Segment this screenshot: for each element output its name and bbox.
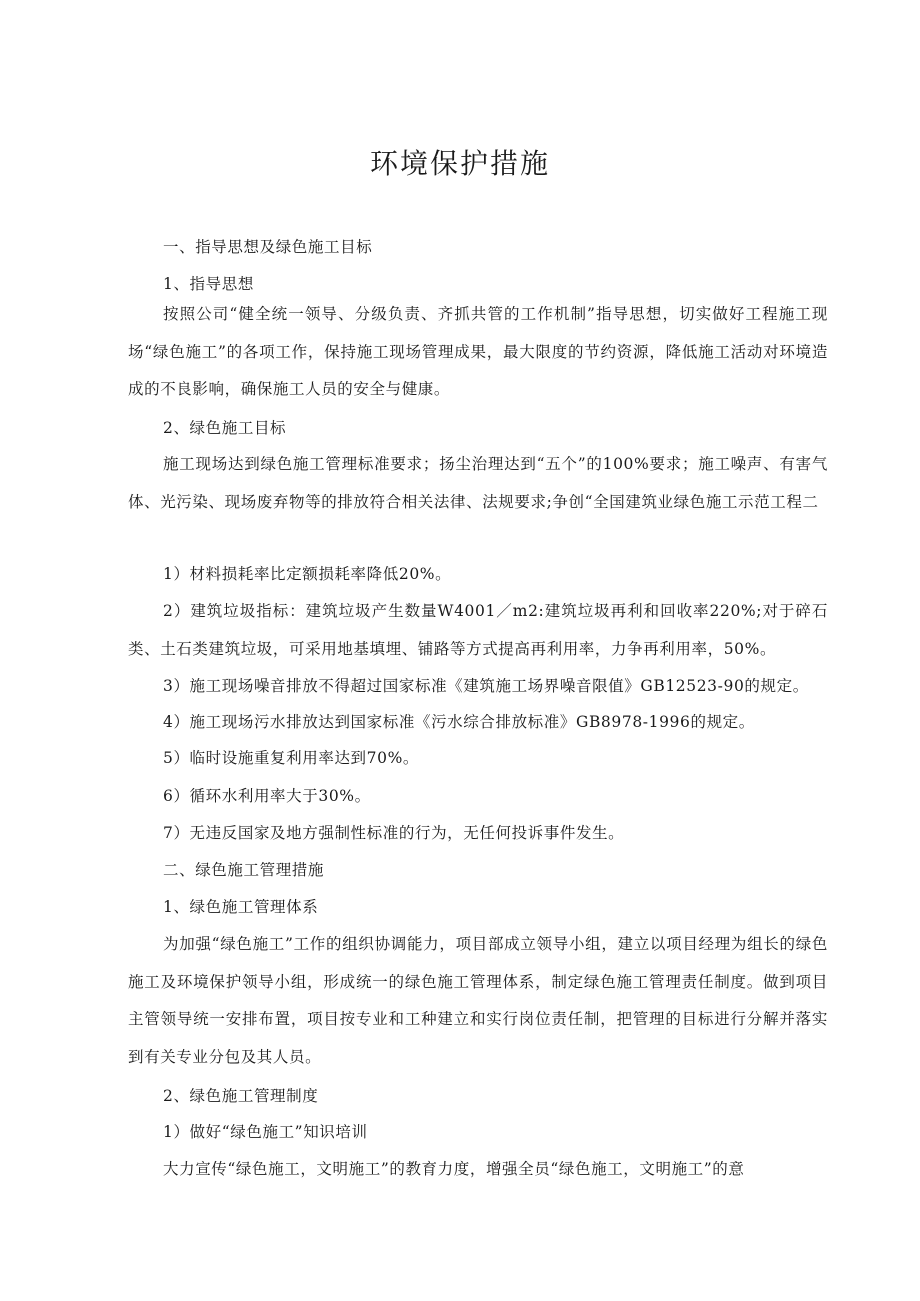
section-heading-1: 一、指导思想及绿色施工目标: [163, 238, 373, 256]
paragraph-training: 大力宣传“绿色施工，文明施工”的教育力度，增强全员“绿色施工，文明施工”的意: [163, 1160, 745, 1178]
subsection-heading-2-2-1: 1）做好“绿色施工”知识培训: [163, 1123, 368, 1141]
document-title: 环境保护措施: [369, 147, 550, 180]
list-item-5: 5）临时设施重复利用率达到70%。: [163, 749, 420, 767]
paragraph-management-system: 为加强“绿色施工”工作的组织协调能力，项目部成立领导小组，建立以项目经理为组长的绿色施工及环境保护领导小组，形成统一的绿色施工管理体系，制定绿色施工管理责任制度。做到项目主管领导统一安排布置，项目按专业和工种建立和实行岗位责任制，把管理的目标进行分解并落实到有关专业分包及其人员。: [128, 935, 828, 1066]
subsection-heading-2-1: 1、绿色施工管理体系: [163, 898, 319, 916]
subsection-heading-1-2: 2、绿色施工目标: [163, 419, 287, 437]
list-item-4: 4）施工现场污水排放达到国家标准《污水综合排放标准》GB8978-1996的规定。: [163, 713, 755, 731]
paragraph-green-target: 施工现场达到绿色施工管理标准要求；扬尘治理达到“五个”的100%要求；施工噪声、有害气体、光污染、现场废弃物等的排放符合相关法律、法规要求;争创“全国建筑业绿色施工示范工程二: [128, 455, 828, 511]
list-item-1: 1）材料损耗率比定额损耗率降低20%。: [163, 565, 452, 583]
list-item-2: 2）建筑垃圾指标：建筑垃圾产生数量W4001／m2:建筑垃圾再利和回收率220%;对于碎石类、土石类建筑垃圾，可采用地基填埋、铺路等方式提高再利用率，力争再利用率，50%。: [128, 602, 828, 658]
section-heading-2: 二、绿色施工管理措施: [163, 861, 325, 879]
subsection-heading-1-1: 1、指导思想: [163, 275, 254, 293]
list-item-3: 3）施工现场噪音排放不得超过国家标准《建筑施工场界噪音限值》GB12523-90的规定。: [163, 677, 809, 695]
list-item-6: 6）循环水利用率大于30%。: [163, 787, 371, 805]
paragraph-guiding-thought: 按照公司“健全统一领导、分级负责、齐抓共管的工作机制”指导思想，切实做好工程施工现场“绿色施工”的各项工作，保持施工现场管理成果，最大限度的节约资源，降低施工活动对环境造成的不良影响，确保施工人员的安全与健康。: [128, 305, 828, 398]
list-item-7: 7）无违反国家及地方强制性标准的行为，无任何投诉事件发生。: [163, 824, 625, 842]
subsection-heading-2-2: 2、绿色施工管理制度: [163, 1087, 319, 1105]
